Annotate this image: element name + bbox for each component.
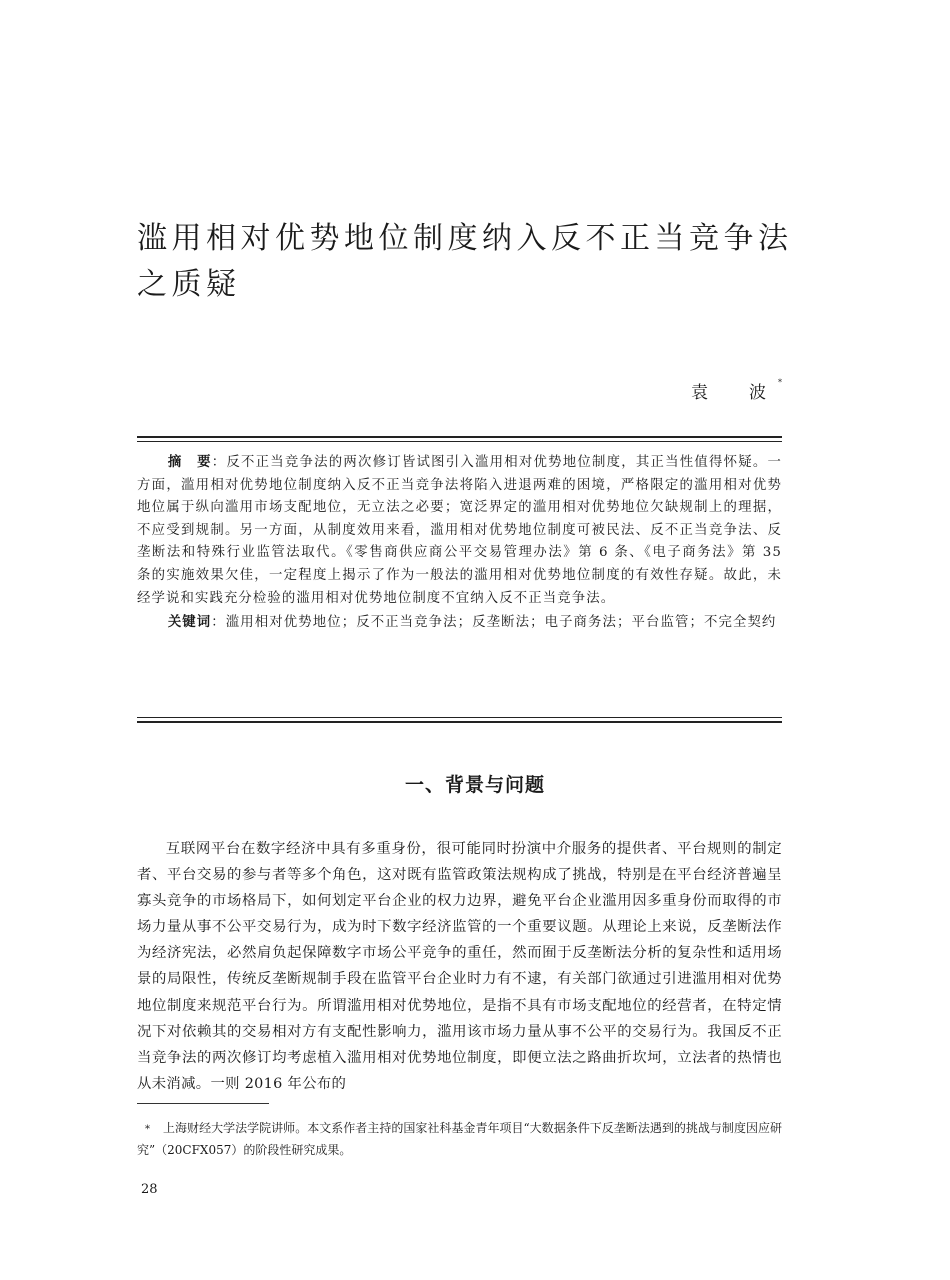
- page-number: 28: [141, 1182, 158, 1197]
- footnote: [137, 1118, 782, 1160]
- body-paragraph: 互联网平台在数字经济中具有多重身份，很可能同时扮演中介服务的提供者、平台规则的制定者、平台交易的参与者等多个角色，这对既有监管政策法规构成了挑战，特别是在平台经济普遍呈寡头竞争的市场格局下，如何划定平台企业的权力边界，避免平台企业滥用因多重身份而取得的市场力量从事不公平交易行为，成为时下数字经济监管的一个重要议题。从理论上来说，反垄断法作为经济宪法，必然肩负起保障数字市场公平竞争的重任，然而囿于反垄断法分析的复杂性和适用场景的局限性，传统反垄断规制手段在监管平台企业时力有不逮，有关部门欲通过引进滥用相对优势地位制度来规范平台行为。所谓滥用相对优势地位，是指不具有市场支配地位的经营者，在特定情况下对依赖其的交易相对方有支配性影响力，滥用该市场力量从事不公平的交易行为。我国反不正当竞争法的两次修订均考虑植入滥用相对优势地位制度，即便立法之路曲折坎坷，立法者的热情也从未消减。一则 2016 年公布的: [137, 841, 782, 1092]
- section-heading: 一、背景与问题: [404, 774, 545, 796]
- keywords-paragraph: [137, 612, 782, 635]
- footnote-text: 上海财经大学法学院讲师。本文系作者主持的国家社科基金青年项目“大数据条件下反垄断法遇到的挑战与制度因应研究”（20CFX057）的阶段性研究成果。: [137, 1121, 782, 1157]
- footnote-marker: *: [145, 1124, 150, 1135]
- abstract-text: ：反不正当竞争法的两次修订皆试图引入滥用相对优势地位制度，其正当性值得怀疑。一方面，滥用相对优势地位制度纳入反不正当竞争法将陷入进退两难的困境，严格限定的滥用相对优势地位属于纵向滥用市场支配地位，无立法之必要；宽泛界定的滥用相对优势地位欠缺规制上的理据，不应受到规制。另一方面，从制度效用来看，滥用相对优势地位制度可被民法、反不正当竞争法、反垄断法和特殊行业监管法取代。《零售商供应商公平交易管理办法》第 6 条、《电子商务法》第 35 条的实施效果欠佳，一定程度上揭示了作为一般法的滥用相对优势地位制度的有效性存疑。故此，未经学说和实践充分检验的滥用相对优势地位制度不宜纳入反不正当竞争法。: [137, 455, 782, 606]
- article-title: 滥用相对优势地位制度纳入反不正当竞争法之质疑: [137, 221, 793, 302]
- keywords-label: 关键词: [167, 615, 212, 631]
- abstract-top-rule-thin: [137, 441, 782, 442]
- keywords-text: ：滥用相对优势地位；反不正当竞争法；反垄断法；电子商务法；平台监管；不完全契约: [211, 615, 777, 631]
- body-text: [137, 836, 782, 1097]
- abstract-paragraph: [137, 452, 782, 610]
- abstract-block: [137, 452, 782, 635]
- abstract-bottom-rule-thin: [137, 717, 782, 718]
- author-name: [600, 378, 782, 403]
- abstract-label: 摘 要: [167, 455, 212, 470]
- abstract-top-rule-thick: [137, 436, 782, 438]
- author-footnote-mark: *: [778, 378, 782, 387]
- footnote-separator: [137, 1103, 269, 1104]
- author-name-text: 袁 波: [691, 383, 778, 403]
- abstract-bottom-rule-thick: [137, 721, 782, 723]
